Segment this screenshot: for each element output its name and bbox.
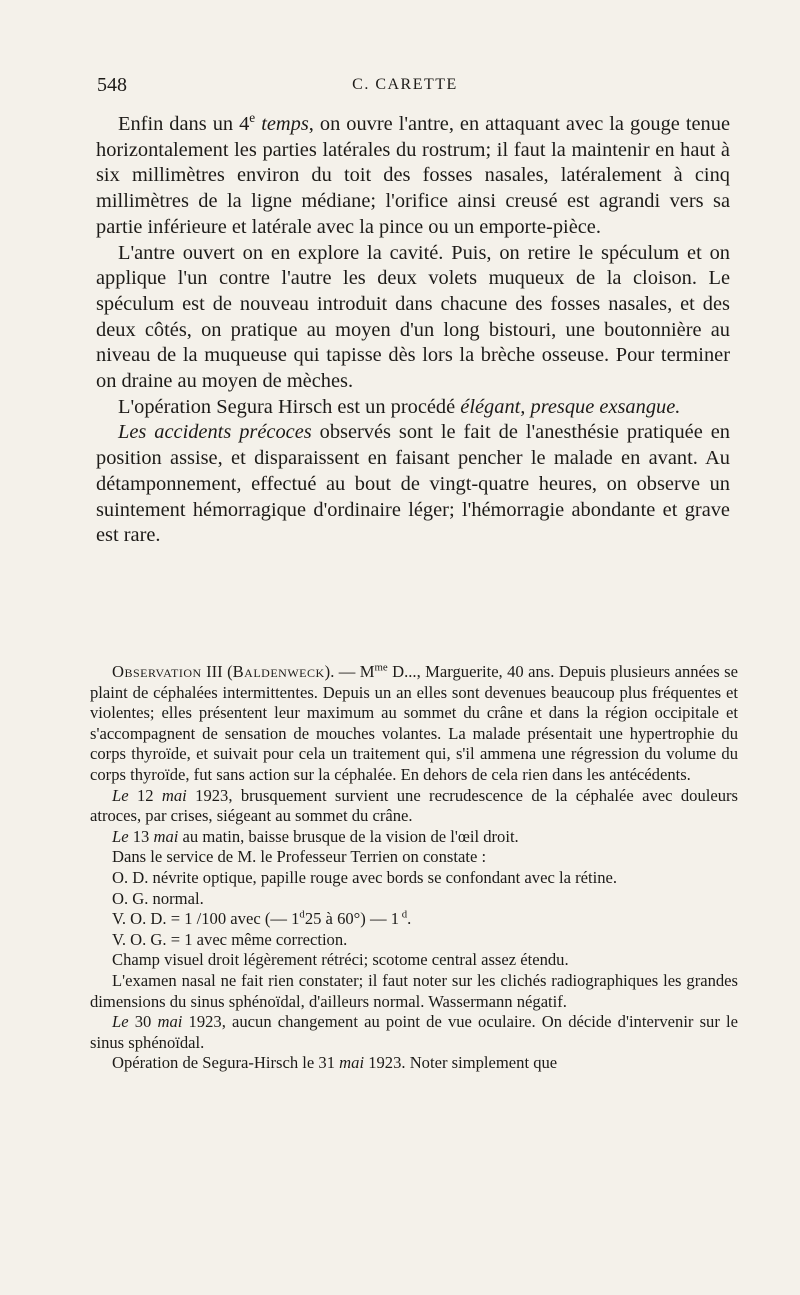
paragraph bbox=[96, 420, 730, 549]
small-caps: Baldenweck bbox=[232, 662, 325, 681]
text: ). — M bbox=[324, 662, 375, 681]
italic-text: Le bbox=[112, 1012, 129, 1032]
text: V. O. D. = 1 /100 avec (— 1 bbox=[112, 909, 300, 929]
text: Opération de Segura-Hirsch le 31 bbox=[112, 1053, 340, 1073]
text: 1923. Noter simplement que bbox=[364, 1053, 558, 1073]
italic-text: Le bbox=[112, 785, 129, 805]
observation-line bbox=[90, 1012, 738, 1053]
running-title: C. CARETTE bbox=[352, 76, 458, 93]
text: D..., Marguerite, 40 ans. Depuis plusieurs années se plaint de céphalées intermittentes. Depuis un an elles sont devenues beaucoup plus fréquentes et violentes; elles présentent leur maximum au sommet du crâne et dans la région occipitale et s'accompagnent de sensation de mouches volantes. La malade présentait une hypertrophie du corps thyroïde, et suivait pour cela un traitement qui, s'il ammena une régression du volume du corps thyroïde, fut sans action sur la céphalée. En dehors de cela rien dans les antécédents. bbox=[90, 662, 738, 784]
paragraph bbox=[96, 112, 730, 241]
text: , on ouvre l'antre, en attaquant avec la gouge tenue horizontalement les parties latérales du rostrum; il faut la maintenir en haut à six millimètres environ du toit des fosses nasales, latéralement à cinq millimètres de la ligne médiane; l'orifice ainsi creusé est agrandi vers sa partie inférieure et latérale avec la pince ou un emporte-pièce. bbox=[96, 113, 730, 238]
observation-line bbox=[90, 1053, 738, 1074]
observation-line: V. O. G. = 1 avec même correction. bbox=[112, 929, 348, 949]
italic-text: Les accidents précoces bbox=[118, 421, 312, 444]
observation-line: Dans le service de M. le Professeur Terrien on constate : bbox=[112, 847, 487, 867]
page-number: 548 bbox=[97, 74, 127, 96]
italic-text: Le bbox=[112, 826, 129, 846]
paragraph bbox=[96, 241, 730, 395]
observation-line: O. G. normal. bbox=[112, 888, 204, 908]
text: 13 bbox=[128, 826, 154, 846]
observation-block bbox=[90, 662, 738, 1074]
observation-heading bbox=[90, 662, 738, 786]
text: 1923, brusquement survient une recrudescence de la céphalée avec douleurs atroces, par crises, siégeant au sommet du crâne. bbox=[90, 785, 738, 826]
superscript: d bbox=[299, 908, 305, 921]
italic-text: mai bbox=[339, 1053, 365, 1073]
superscript: d bbox=[399, 908, 408, 921]
text: Enfin dans un 4 bbox=[118, 113, 250, 135]
text: L'antre ouvert on en explore la cavité. Puis, on retire le spéculum et on applique l'un contre l'autre les deux volets muqueux de la cloison. Le spéculum est de nouveau introduit dans chacune des fosses nasales, et des deux côtés, on pratique au moyen d'un long bistouri, une boutonnière au niveau de la muqueuse qui tapisse dès lors la brèche osseuse. Pour terminer on draine au moyen de mèches. bbox=[96, 241, 730, 393]
italic-text: mai bbox=[153, 826, 179, 846]
text: . bbox=[407, 909, 412, 929]
text: observés sont le fait de l'anesthésie pratiquée en position assise, et disparaissent en faisant pencher le malade en avant. Au détamponnement, effectué au bout de vingt-quatre heures, on observe un suintement hémorragique d'ordinaire léger; l'hémorragie abondante et grave est rare. bbox=[96, 421, 730, 547]
text: 12 bbox=[128, 785, 162, 805]
text: 1923, aucun changement au point de vue oculaire. On décide d'intervenir sur le sinus sphénoïdal. bbox=[90, 1012, 739, 1052]
page-header bbox=[97, 74, 713, 104]
observation-line bbox=[90, 786, 738, 827]
italic-text: élégant, presque exsangue. bbox=[460, 395, 681, 418]
text: au matin, baisse brusque de la vision de l'œil droit. bbox=[178, 826, 519, 846]
observation-line: O. D. névrite optique, papille rouge avec bords se confondant avec la rétine. bbox=[112, 867, 617, 887]
italic-text: mai bbox=[157, 1012, 183, 1032]
small-caps: Observation bbox=[112, 662, 202, 681]
observation-line: L'examen nasal ne fait rien constater; il faut noter sur les clichés radiographiques les grandes dimensions du sinus sphénoïdal, d'ailleurs normal. Wassermann négatif. bbox=[90, 970, 738, 1011]
italic-text: temps bbox=[261, 113, 309, 135]
observation-line bbox=[90, 909, 738, 930]
text: 30 bbox=[128, 1012, 158, 1032]
italic-text: mai bbox=[161, 785, 187, 805]
observation-line: Champ visuel droit légèrement rétréci; scotome central assez étendu. bbox=[112, 950, 569, 970]
text: III ( bbox=[201, 662, 233, 681]
text: L'opération Segura Hirsch est un procédé bbox=[118, 395, 461, 418]
text: 25 à 60°) — 1 bbox=[304, 909, 400, 929]
superscript: e bbox=[249, 110, 256, 126]
superscript: me bbox=[374, 661, 388, 674]
main-text bbox=[96, 112, 730, 549]
paragraph bbox=[96, 395, 730, 421]
observation-line bbox=[90, 827, 738, 848]
